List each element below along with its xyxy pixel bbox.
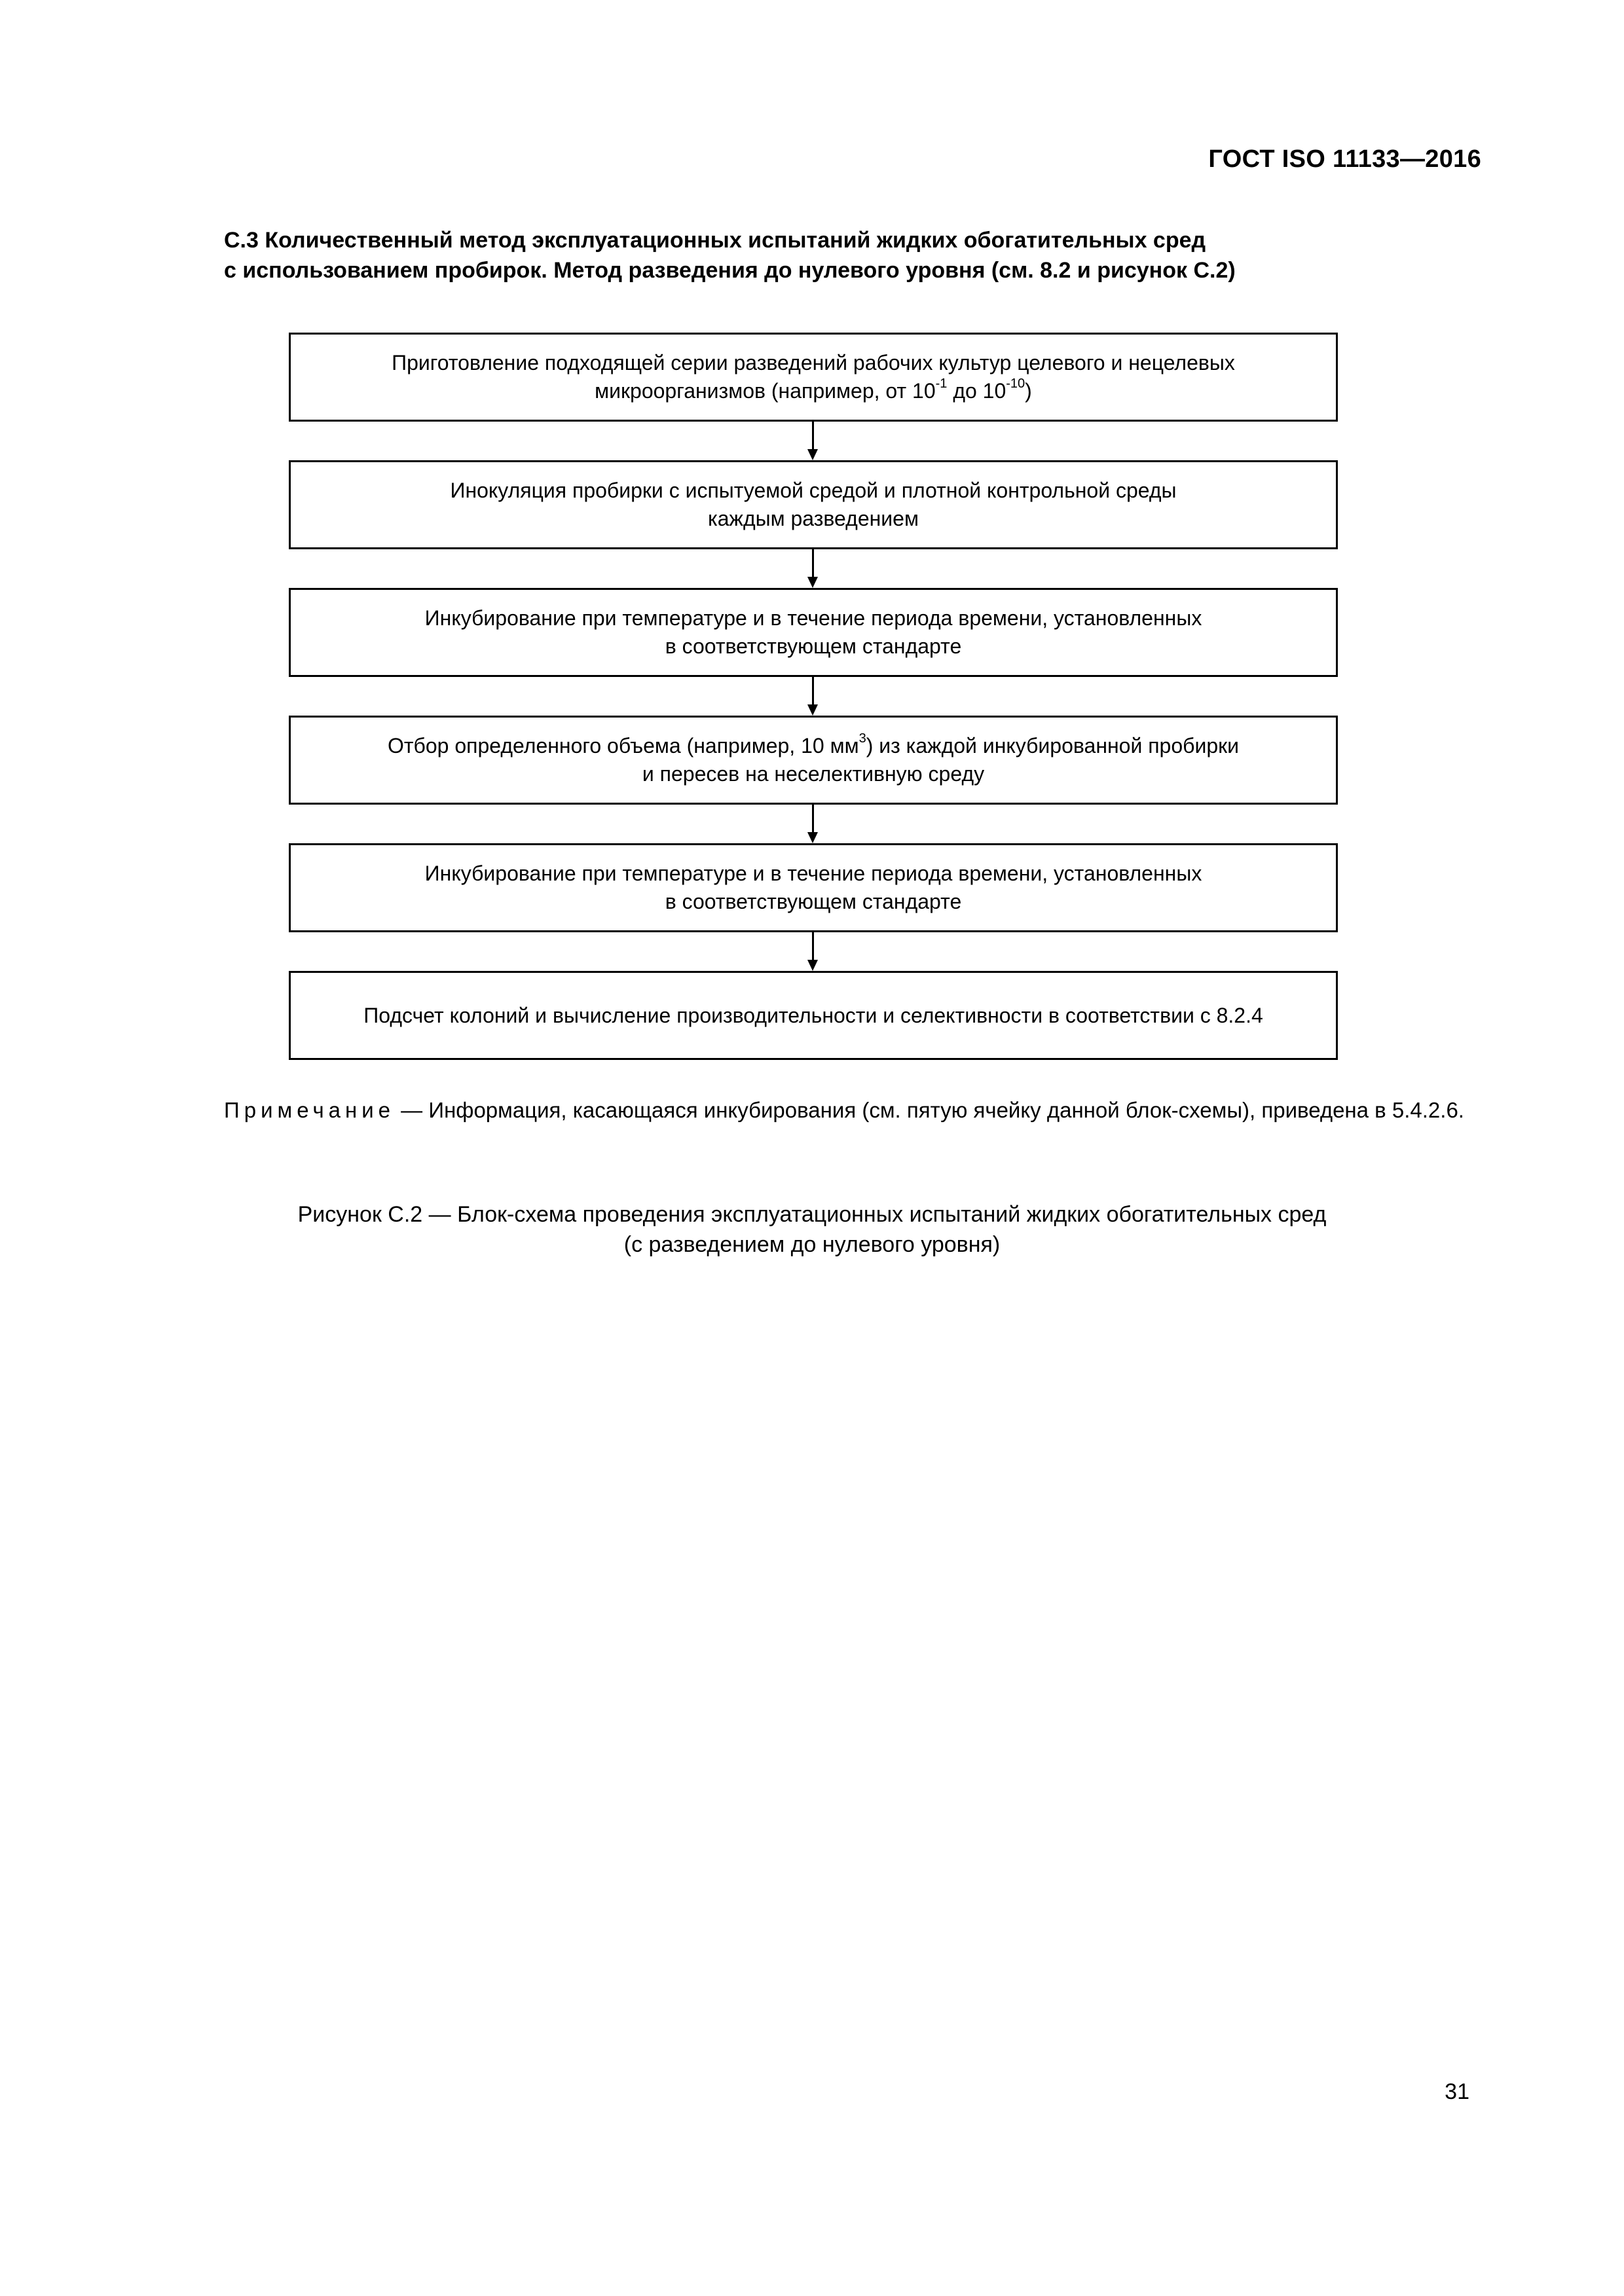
step-1-superscript-1: -1: [935, 376, 948, 392]
section-title-line-1: С.3 Количественный метод эксплуатационных испытаний жидких обогатительных сред: [224, 228, 1206, 253]
arrow-down-icon: [807, 577, 818, 588]
step-1-line-2: [595, 376, 1032, 403]
note-paragraph: [156, 1095, 1466, 1125]
step-4-line-1: [387, 731, 1240, 757]
step-5-line-1: Инкубирование при температуре и в течение периода времени, установленных: [424, 862, 1202, 885]
figure-caption: [157, 1199, 1467, 1260]
flowchart-step-4: [289, 716, 1338, 805]
figure-caption-line-1: Рисунок С.2 — Блок-схема проведения эксплуатационных испытаний жидких обогатительных сред: [297, 1202, 1327, 1227]
figure-caption-line-2: (с разведением до нулевого уровня): [623, 1232, 1001, 1257]
step-1-line-2-part-c: ): [1025, 379, 1032, 403]
step-3-line-1: Инкубирование при температуре и в течение периода времени, установленных: [424, 606, 1202, 630]
step-1-superscript-2: -10: [1006, 376, 1025, 392]
flowchart-arrow-5: [289, 932, 1338, 971]
note-text: — Информация, касающаяся инкубирования (см. пятую ячейку данной блок-схемы), приведена в 5.4.2.6.: [395, 1098, 1464, 1122]
flowchart-arrow-3: [289, 677, 1338, 716]
flowchart-arrow-1: [289, 422, 1338, 460]
step-2-line-1: Инокуляция пробирки с испытуемой средой и плотной контрольной среды: [450, 479, 1177, 502]
note-label: Примечание: [224, 1098, 396, 1122]
step-1-line-2-part-a: микроорганизмов (например, от 10: [595, 379, 936, 403]
step-4-line-1-part-b: ) из каждой инкубированной пробирки: [866, 734, 1240, 757]
step-3-line-2: в соответствующем стандарте: [665, 634, 962, 658]
flowchart-step-2: [289, 460, 1338, 549]
document-header: [1208, 145, 1481, 173]
flowchart-step-5: [289, 843, 1338, 932]
flowchart-step-1: [289, 333, 1338, 422]
step-2-line-2: каждым разведением: [708, 507, 919, 530]
arrow-down-icon: [807, 960, 818, 971]
flowchart-step-3: [289, 588, 1338, 677]
section-title: [224, 225, 1416, 285]
standard-id: ГОСТ ISO 11133—2016: [1208, 145, 1481, 173]
arrow-down-icon: [807, 704, 818, 716]
flowchart-arrow-4: [289, 805, 1338, 843]
flowchart-arrow-2: [289, 549, 1338, 588]
flowchart: [289, 333, 1338, 1060]
step-4-superscript: 3: [858, 731, 866, 746]
arrow-down-icon: [807, 832, 818, 843]
section-title-line-2: с использованием пробирок. Метод разведения до нулевого уровня (см. 8.2 и рисунок С.2): [224, 258, 1236, 283]
step-4-line-1-part-a: Отбор определенного объема (например, 10 мм: [387, 734, 859, 757]
page-number: 31: [1445, 2079, 1469, 2104]
step-6-line-1: Подсчет колоний и вычисление производительности и селективности в соответствии с 8.2.4: [363, 1003, 1263, 1027]
step-4-line-2: и пересев на неселективную среду: [642, 762, 985, 786]
step-1-line-1: Приготовление подходящей серии разведений рабочих культур целевого и нецелевых: [392, 351, 1235, 374]
flowchart-step-6: [289, 971, 1338, 1060]
step-1-line-2-part-b: до 10: [947, 379, 1006, 403]
step-5-line-2: в соответствующем стандарте: [665, 890, 962, 913]
arrow-down-icon: [807, 449, 818, 460]
